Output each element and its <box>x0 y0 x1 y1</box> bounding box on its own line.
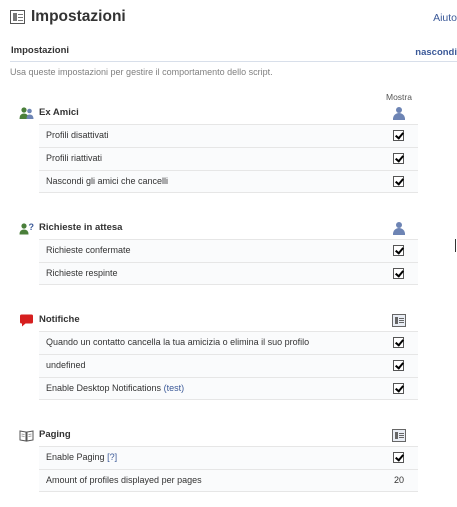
section-header <box>18 221 418 238</box>
setting-label: Profili riattivati <box>46 153 103 163</box>
setting-label-container <box>46 452 117 462</box>
show-checkbox[interactable] <box>393 268 404 279</box>
setting-label: Nascondi gli amici che cancelli <box>46 176 169 186</box>
section-header <box>18 106 418 123</box>
settings-description: Usa queste impostazioni per gestire il comportamento dello script. <box>10 67 273 77</box>
section-rows <box>39 124 418 193</box>
friend-request-icon <box>19 222 34 235</box>
help-question-link[interactable]: [?] <box>107 452 118 462</box>
hide-link[interactable]: nascondi <box>415 47 457 58</box>
settings-subheader <box>10 44 457 62</box>
show-checkbox[interactable] <box>393 337 404 348</box>
show-checkbox[interactable] <box>393 360 404 371</box>
list-item <box>39 147 418 170</box>
app-icon <box>392 314 406 327</box>
list-item <box>39 377 418 400</box>
setting-label: Enable Paging <box>46 452 105 462</box>
setting-label: Richieste confermate <box>46 245 131 255</box>
svg-text:?: ? <box>28 222 34 232</box>
setting-label-container <box>46 383 184 393</box>
list-item <box>39 262 418 285</box>
setting-label: Richieste respinte <box>46 268 118 278</box>
page-header <box>10 8 457 28</box>
setting-label: undefined <box>46 360 86 370</box>
section-title: Notifiche <box>39 314 80 325</box>
list-item <box>39 331 418 354</box>
section-title: Ex Amici <box>39 107 79 118</box>
show-checkbox[interactable] <box>393 245 404 256</box>
section-rows <box>39 239 418 285</box>
section-title: Paging <box>39 429 71 440</box>
test-link[interactable]: (test) <box>163 383 185 393</box>
section-ex-amici <box>18 106 418 186</box>
list-item <box>39 354 418 377</box>
notification-flag-icon <box>19 314 34 327</box>
setting-label: Enable Desktop Notifications <box>46 383 162 393</box>
app-icon <box>392 429 406 442</box>
profiles-per-page-value[interactable]: 20 <box>393 475 404 485</box>
section-rows <box>39 331 418 400</box>
column-header-show: Mostra <box>386 92 412 102</box>
show-checkbox[interactable] <box>393 130 404 141</box>
text-cursor <box>455 239 456 252</box>
setting-label: Amount of profiles displayed per pages <box>46 475 202 485</box>
page-title: Impostazioni <box>31 8 126 25</box>
section-header <box>18 428 418 445</box>
subheader-title: Impostazioni <box>11 45 70 56</box>
list-item <box>39 170 418 193</box>
section-title: Richieste in attesa <box>39 222 123 233</box>
friends-icon <box>19 107 34 120</box>
setting-label: Quando un contatto cancella la tua amicizia o elimina il suo profilo <box>46 337 310 347</box>
list-item <box>39 124 418 147</box>
section-rows <box>39 446 418 492</box>
show-checkbox[interactable] <box>393 452 404 463</box>
setting-label: Profili disattivati <box>46 130 109 140</box>
show-checkbox[interactable] <box>393 153 404 164</box>
show-checkbox[interactable] <box>393 383 404 394</box>
section-richieste-in-attesa <box>18 221 418 278</box>
list-item <box>39 239 418 262</box>
app-settings-icon <box>10 10 25 24</box>
section-header <box>18 313 418 330</box>
help-link[interactable]: Aiuto <box>433 12 457 24</box>
list-item <box>39 446 418 469</box>
section-paging <box>18 428 418 485</box>
book-icon <box>19 429 34 442</box>
list-item <box>39 469 418 492</box>
section-notifiche <box>18 313 418 393</box>
show-checkbox[interactable] <box>393 176 404 187</box>
